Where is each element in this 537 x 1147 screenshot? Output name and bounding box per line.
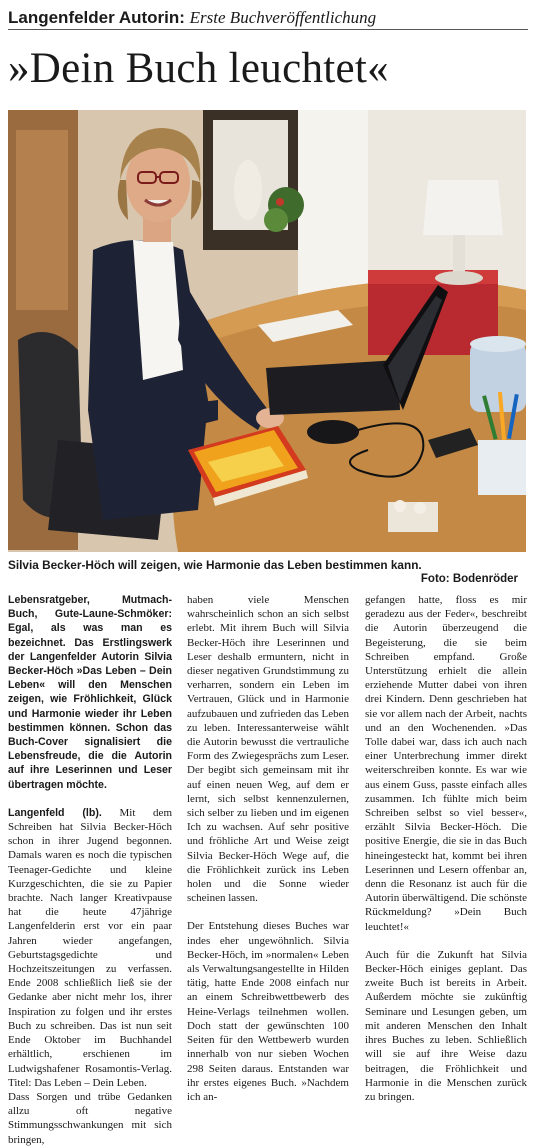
article-photo bbox=[8, 110, 526, 552]
photo-illustration bbox=[8, 110, 526, 552]
article-body-1: Mit dem Schreiben hat Silvia Becker-Höch schon in ihrer Jugend begonnen. Damals waren es noch die typischen Teenager-Gedichte und kleine Kurzgeschichten, die sie zu Papier brachte. Nach langer Kreativpause hat die heute 47jährige Langenfelderin erst vor ein paar Jahren wieder angefangen, Geburtstagsgedichte und Hochzeitszeitungen zu verfassen. Ende 2008 schließlich ließ sie der Gedanke aber nicht mehr los, ihrer Inspiration zu folgen und ihr erstes Buch zu schreiben. Das ist nun seit Ende Oktober im Buchhandel erhältlich, erschienen im Ludwigshafener Rosamontis-Verlag. Titel: Das Leben – Dein Leben. bbox=[8, 806, 172, 1089]
article-paragraph-5: gefangen hatte, floss es mir geradezu aus der Feder«, beschreibt die Autorin überzeugend die Begeisterung, die sie beim Schreiben empfand. Große Unterstützung erhielt die allein erziehende Mutter dabei von ihren drei Kindern. Denn geschrieben hat sie vor allem nach der Arbeit, nachts und an den Wochenenden. »Das Tolle dabei war, dass ich auch nach einer Unterbrechung immer direkt weiterschreiben konnte. Es war wie aus einem Guss, passte einfach alles zusammen. Ich fühlte mich beim Schreiben selbst so viel besser«, erzählt Silvia Becker-Höch. Die positive Energie, die sie in das Buch hineingesteckt hat, kommt bei ihren Leserinnen und Lesern offenbar an, denn die Resonanz ist auch für die Autorin überwältigend. Die schönste Rückmeldung? »Dein Buch leuchtet!« bbox=[365, 594, 527, 933]
headline: »Dein Buch leuchtet« bbox=[8, 45, 389, 92]
kicker-location: Langenfelder Autorin: bbox=[8, 8, 185, 27]
article-column-1 bbox=[8, 593, 172, 1147]
kicker-subtitle: Erste Buchveröffentlichung bbox=[189, 8, 377, 27]
article-paragraph-2: Dass Sorgen und trübe Gedanken allzu oft negative Stimmungsschwankungen mit sich bringen, bbox=[8, 1090, 172, 1146]
photo-caption: Silvia Becker-Höch will zeigen, wie Harmonie das Leben bestimmen kann. bbox=[8, 558, 422, 572]
article-paragraph-4: Der Entstehung dieses Buches war indes eher ungewöhnlich. Silvia Becker-Höch, im »normalen« Leben als Verwaltungsangestellte in Hilden tätig, hatte Ende 2008 einfach nur an einem Schreibwettbewerb des Heine-Verlags teilnehmen wollen. Doch statt der gewünschten 100 Seiten für den Wettbewerb wurden innerhalb von nur sieben Wochen 298 Seiten daraus. Entstanden war ihr erstes eigenes Buch. »Nachdem ich an- bbox=[187, 920, 349, 1103]
article-lead: Lebensratgeber, Mutmach-Buch, Gute-Laune-Schmöker: Egal, als was man es bezeichnet. Das Erstlingswerk der Langenfelder Autorin Silvia Becker-Höch »Das Leben – Dein Leben« will den Menschen zeigen, wie Fröhlichkeit, Glück und Harmonie wieder ihr Leben bestimmen können. Schon das Buch-Cover signalisiert die Lebensfreude, die die Autorin auf ihre Leserinnen und Leser übertragen möchte. bbox=[8, 594, 172, 791]
article-paragraph-6: Auch für die Zukunft hat Silvia Becker-Höch einiges geplant. Das zweite Buch ist bereits in Arbeit. Außerdem möchte sie zukünftig Seminare und Lesungen geben, um mit anderen Menschen den Inhalt ihres Buches zu leben. Schließlich will sie auf ihre Weise dazu beitragen, die Fröhlichkeit und Harmonie in die Menschen zurück zu bringen. bbox=[365, 948, 527, 1103]
photo-credit: Foto: Bodenröder bbox=[420, 573, 518, 585]
article-column-2 bbox=[187, 593, 349, 1104]
kicker-line bbox=[8, 7, 528, 30]
article-paragraph-3: haben viele Menschen wahrscheinlich schon an sich selbst erlebt. Mit ihrem Buch will Silvia Becker-Höch ihre Leserinnen und Leser deshalb ermuntern, nicht in dieser negativen Grundstimmung zu verharren, sondern ein Leben im Vertrauen, Glück und in Harmonie aufzubauen und zufrieden das Leben zu leben. Interessanterweise wählt die Autorin bewusst die vertrauliche Form des Zwiegesprächs zum Leser. Der begibt sich gemeinsam mit ihr auf einen neuen Weg, auf dem er lernt, sich selbst kennenzulernen, sich selber zu lieben und im eigenen Ich zu wachsen. Auf sehr positive und fröhliche Art und Weise zeigt Silvia Becker-Höch Wege auf, die die Fröhlichkeit zurück ins Leben holen und die Sonne wieder scheinen lassen. bbox=[187, 594, 349, 905]
article-column-3 bbox=[365, 593, 527, 1104]
article-paragraph-1 bbox=[8, 806, 172, 1090]
article-dateline: Langenfeld (lb). bbox=[8, 806, 102, 819]
